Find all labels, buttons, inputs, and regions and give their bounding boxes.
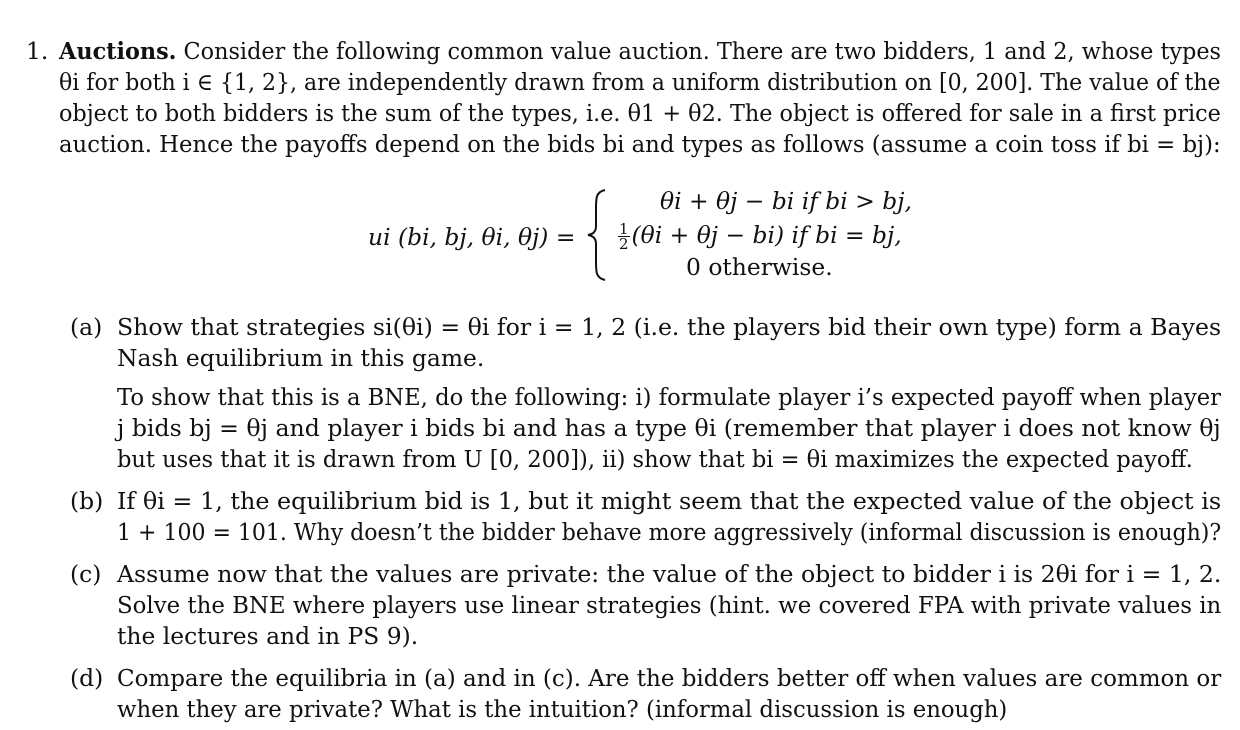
part-a-line-2: Nash equilibrium in this game. [117, 344, 485, 372]
payoff-case-tie: $\frac{1}{2}$ (θi + θj − bi) if bi = bj, [619, 220, 902, 253]
part-c-line-3: the lectures and in PS 9). [117, 622, 419, 650]
part-a-extra-3: but uses that it is drawn from U [0, 200]), ii) show that bi = θi maximizes the expected payoff. [117, 445, 1193, 473]
part-a-extra-2: j bids bj = θj and player i bids bi and has a type θi (remember that player i does not know θj [117, 414, 1221, 442]
intro-line-2: θi for both i ∈ {1, 2}, are independently drawn from a uniform distribution on [0, 200]. The value of the [59, 68, 1221, 96]
part-b-line-2: 1 + 100 = 101. Why doesn’t the bidder behave more aggressively (informal discussion is enough)? [117, 518, 1222, 546]
problem-number: 1. [26, 37, 49, 65]
part-d-line-2: when they are private? What is the intuition? (informal discussion is enough) [117, 695, 1008, 723]
part-d-label: (d) [70, 664, 104, 692]
part-a-line-1: Show that strategies si(θi) = θi for i = 1, 2 (i.e. the players bid their own type) form a Bayes [117, 313, 1222, 341]
left-brace-icon [586, 188, 608, 282]
payoff-case-win: θi + θj − bi if bi > bj, [660, 187, 912, 215]
part-a-extra-1: To show that this is a BNE, do the following: i) formulate player i’s expected payoff when player [117, 383, 1221, 411]
part-c-line-2: Solve the BNE where players use linear strategies (hint. we covered FPA with private values in [117, 591, 1222, 619]
part-c-line-1: Assume now that the values are private: the value of the object to bidder i is 2θi for i = 1, 2. [117, 560, 1222, 588]
part-d-line-1: Compare the equilibria in (a) and in (c). Are the bidders better off when values are common or [117, 664, 1222, 692]
intro-line-1: Auctions. Consider the following common value auction. There are two bidders, 1 and 2, whose types [59, 37, 1222, 65]
part-b-label: (b) [70, 487, 104, 515]
part-a-label: (a) [70, 313, 103, 341]
problem-title: Auctions. [59, 37, 177, 65]
intro-line-3: object to both bidders is the sum of the types, i.e. θ1 + θ2. The object is offered for sale in a first price [59, 99, 1221, 127]
part-c-label: (c) [70, 560, 102, 588]
payoff-case-lose: 0 otherwise. [686, 253, 833, 281]
payoff-equation [360, 180, 920, 290]
payoff-lhs: ui (bi, bj, θi, θj) = [368, 223, 576, 251]
part-b-line-1: If θi = 1, the equilibrium bid is 1, but it might seem that the expected value of the object is [117, 487, 1222, 515]
one-half-fraction: $\frac{1}{2}$ [619, 220, 629, 253]
intro-line-4: auction. Hence the payoffs depend on the bids bi and types as follows (assume a coin toss if bi = bj): [59, 130, 1221, 158]
